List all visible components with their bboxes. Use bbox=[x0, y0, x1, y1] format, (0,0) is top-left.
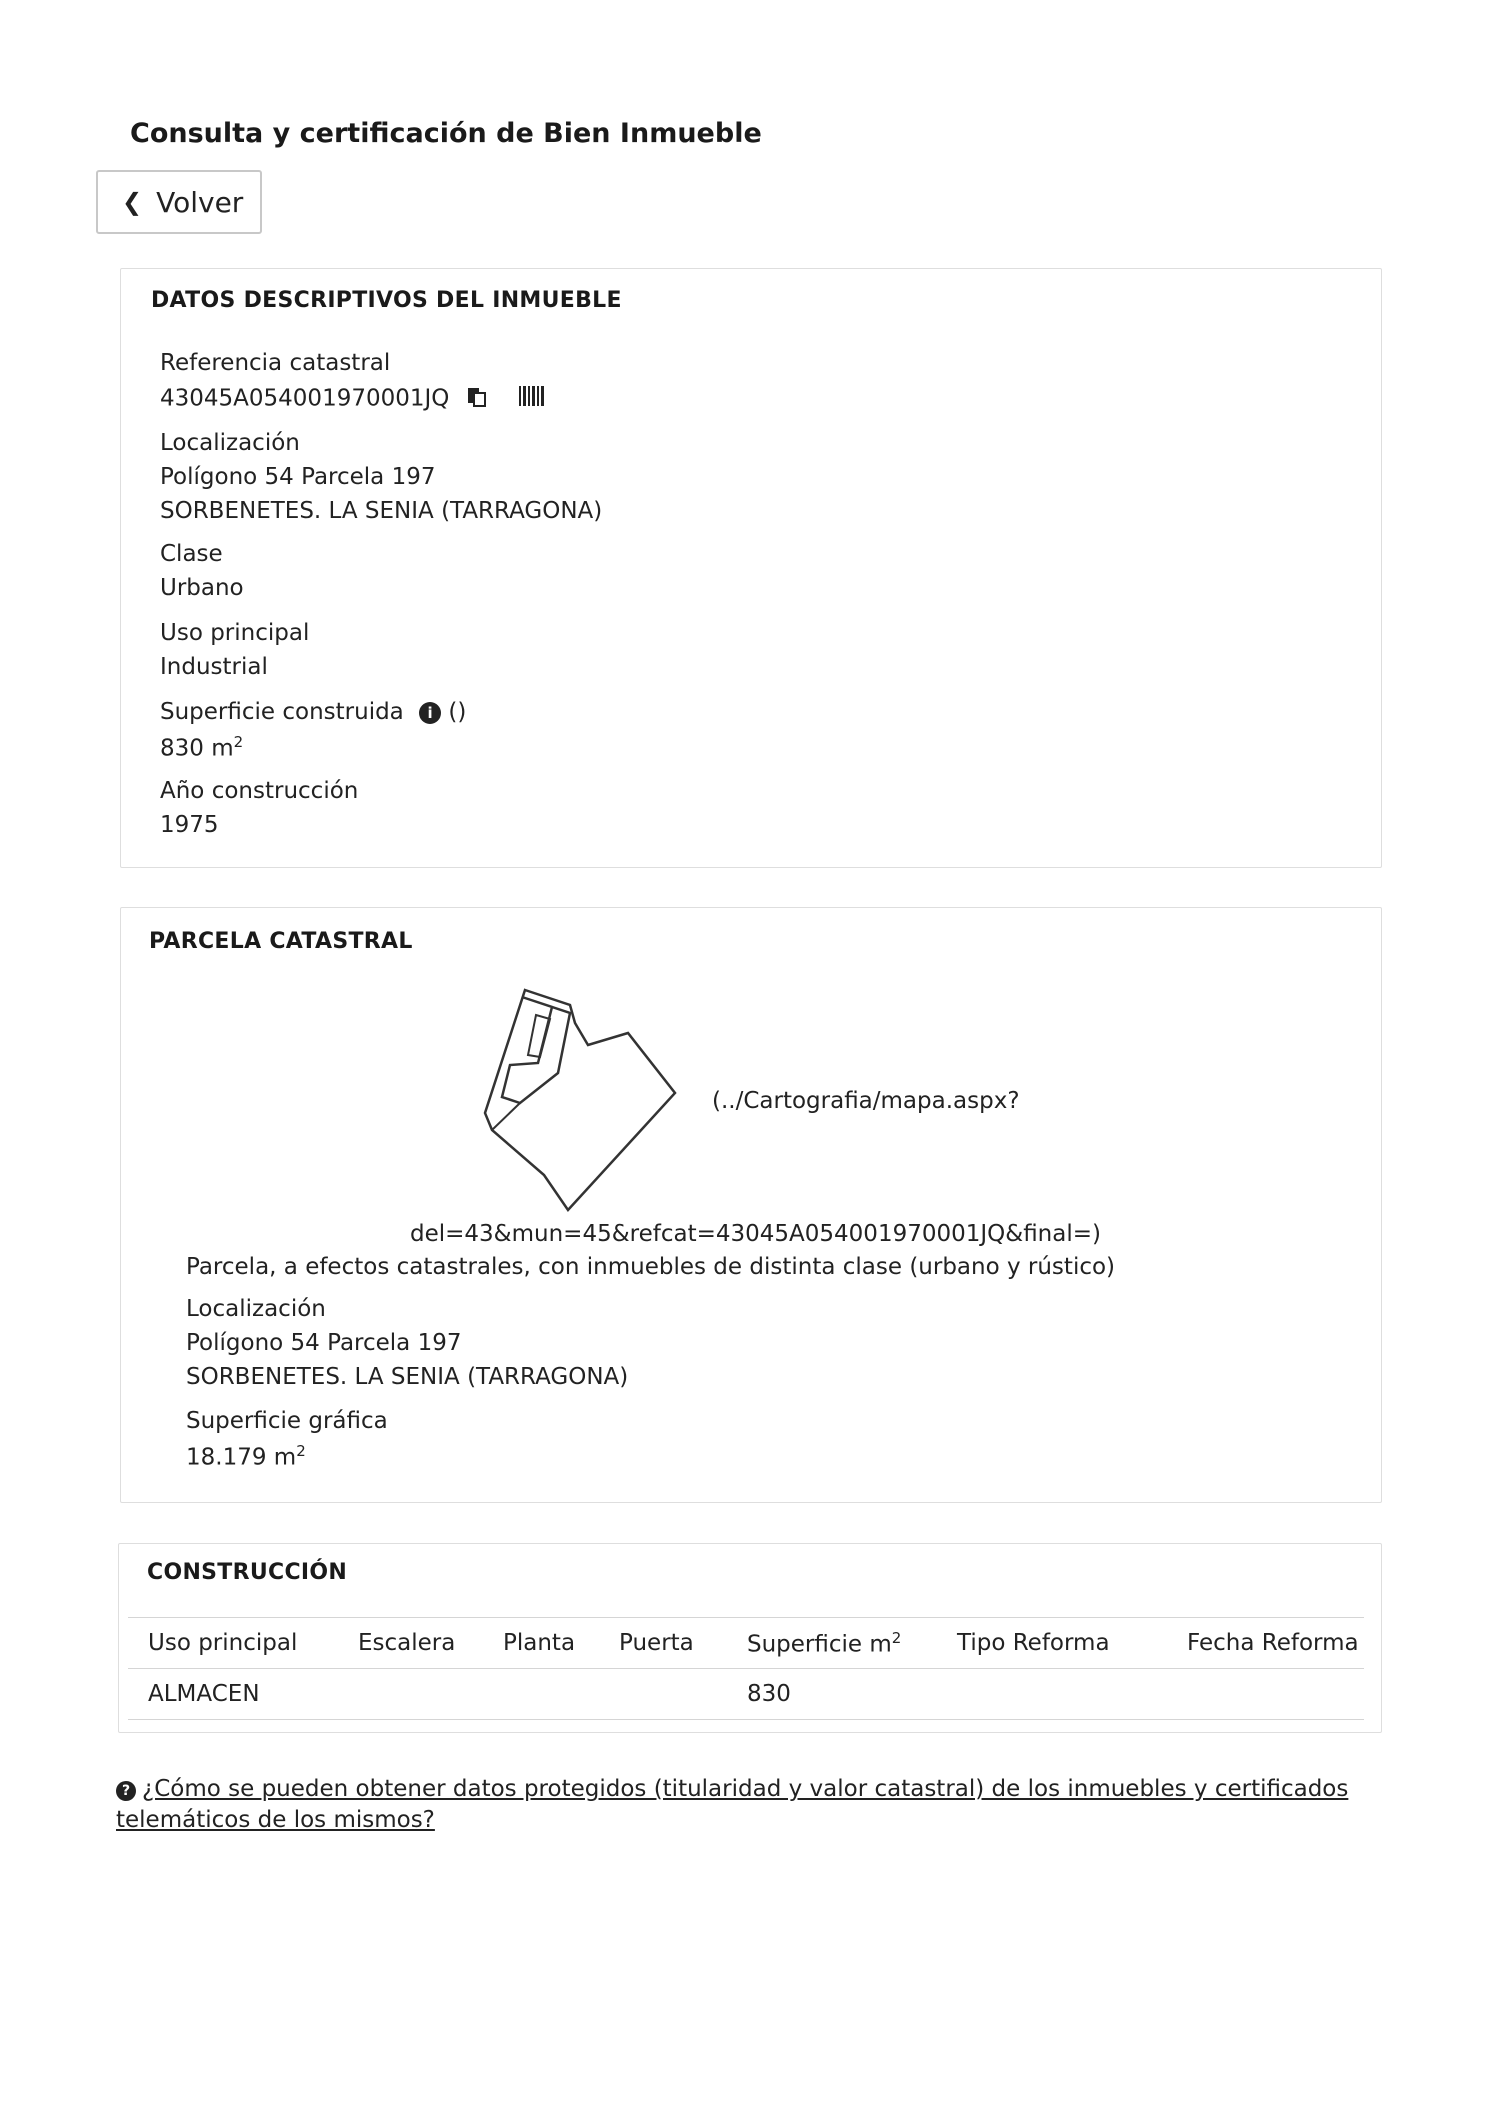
superficie-construida-suffix: () bbox=[448, 699, 467, 725]
superficie-grafica-exp: 2 bbox=[296, 1442, 306, 1460]
map-link-part2[interactable]: del=43&mun=45&refcat=43045A054001970001JQ&final=) bbox=[410, 1221, 1101, 1247]
referencia-label: Referencia catastral bbox=[160, 350, 391, 376]
col-fecha-reforma: Fecha Reforma bbox=[1187, 1630, 1359, 1656]
help-link[interactable] bbox=[116, 1776, 1348, 1833]
uso-principal-label: Uso principal bbox=[160, 620, 310, 646]
parcela-localizacion-label: Localización bbox=[186, 1296, 326, 1322]
superficie-construida-row bbox=[160, 699, 466, 725]
table-row bbox=[128, 1669, 1364, 1720]
back-button-label: Volver bbox=[156, 185, 244, 219]
cell-escalera bbox=[338, 1669, 483, 1720]
col-uso-principal: Uso principal bbox=[148, 1630, 298, 1656]
parcela-description: Parcela, a efectos catastrales, con inmuebles de distinta clase (urbano y rústico) bbox=[186, 1254, 1116, 1280]
cell-uso: ALMACEN bbox=[148, 1681, 260, 1707]
localizacion-line2: SORBENETES. LA SENIA (TARRAGONA) bbox=[160, 498, 603, 524]
referencia-value: 43045A054001970001JQ bbox=[160, 385, 450, 412]
help-link-line2: telemáticos de los mismos? bbox=[116, 1807, 435, 1833]
barcode-icon[interactable] bbox=[518, 384, 546, 414]
cell-tipo-reforma bbox=[937, 1669, 1167, 1720]
clase-value: Urbano bbox=[160, 575, 244, 601]
construccion-title: CONSTRUCCIÓN bbox=[147, 1560, 348, 1585]
cell-superficie: 830 bbox=[747, 1681, 791, 1707]
chevron-left-icon: ❮ bbox=[122, 188, 143, 216]
uso-principal-value: Industrial bbox=[160, 654, 268, 680]
superficie-grafica-label: Superficie gráfica bbox=[186, 1408, 388, 1434]
parcela-localizacion-line2: SORBENETES. LA SENIA (TARRAGONA) bbox=[186, 1364, 629, 1390]
copy-icon[interactable] bbox=[465, 384, 489, 414]
cell-puerta bbox=[599, 1669, 727, 1720]
col-puerta: Puerta bbox=[619, 1630, 694, 1656]
superficie-grafica-value-row bbox=[186, 1442, 306, 1471]
cell-planta bbox=[483, 1669, 599, 1720]
info-icon[interactable]: i bbox=[419, 702, 441, 724]
anio-construccion-value: 1975 bbox=[160, 812, 219, 838]
cell-fecha-reforma bbox=[1167, 1669, 1364, 1720]
localizacion-line1: Polígono 54 Parcela 197 bbox=[160, 464, 436, 490]
localizacion-label: Localización bbox=[160, 430, 300, 456]
map-link-part1[interactable]: (../Cartografia/mapa.aspx? bbox=[712, 1088, 1020, 1114]
parcel-map-image[interactable] bbox=[480, 985, 695, 1225]
back-button[interactable] bbox=[96, 170, 262, 234]
parcela-catastral-title: PARCELA CATASTRAL bbox=[149, 929, 413, 954]
table-header-row bbox=[128, 1618, 1364, 1669]
parcela-localizacion-line1: Polígono 54 Parcela 197 bbox=[186, 1330, 462, 1356]
superficie-grafica-value: 18.179 m bbox=[186, 1444, 297, 1471]
referencia-value-row bbox=[160, 384, 546, 414]
construccion-table bbox=[128, 1617, 1364, 1720]
col-tipo-reforma: Tipo Reforma bbox=[957, 1630, 1110, 1656]
anio-construccion-label: Año construcción bbox=[160, 778, 359, 804]
help-section bbox=[116, 1774, 1376, 1836]
col-superficie bbox=[727, 1618, 937, 1669]
clase-label: Clase bbox=[160, 541, 223, 567]
superficie-unit-exp: 2 bbox=[233, 733, 244, 751]
question-circle-icon: ? bbox=[116, 1781, 136, 1801]
col-planta: Planta bbox=[503, 1630, 576, 1656]
help-link-line1: ¿Cómo se pueden obtener datos protegidos (titularidad y valor catastral) de los inmuebles y certificados bbox=[142, 1776, 1349, 1802]
superficie-construida-value: 830 m bbox=[160, 735, 234, 762]
col-superficie-exp: 2 bbox=[891, 1628, 902, 1647]
page-title: Consulta y certificación de Bien Inmueble bbox=[130, 118, 762, 149]
col-superficie-label: Superficie m bbox=[747, 1631, 892, 1658]
superficie-construida-value-row bbox=[160, 733, 243, 762]
datos-descriptivos-title: DATOS DESCRIPTIVOS DEL INMUEBLE bbox=[151, 288, 622, 313]
col-escalera: Escalera bbox=[358, 1630, 456, 1656]
superficie-construida-label: Superficie construida bbox=[160, 699, 404, 725]
